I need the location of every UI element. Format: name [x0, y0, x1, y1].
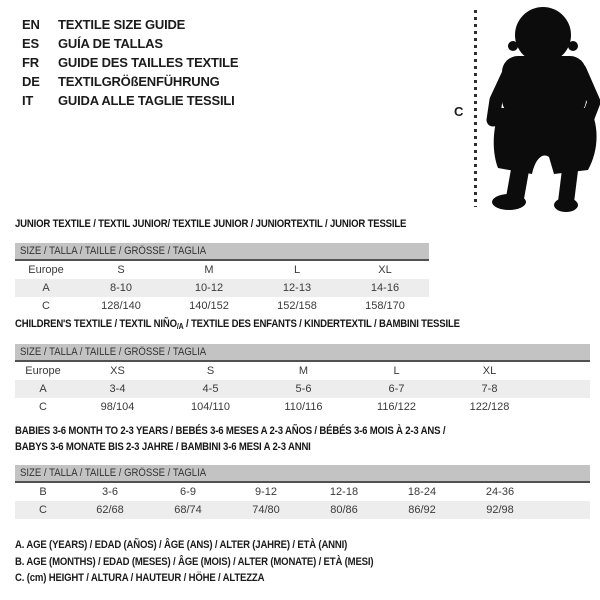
table-cell: S — [206, 365, 215, 377]
language-code: IT — [22, 93, 34, 108]
table-cell: 152/158 — [277, 300, 317, 312]
language-row-de — [22, 72, 238, 91]
table-cell: 116/122 — [377, 401, 416, 413]
table-row-height — [15, 398, 590, 416]
row-label-cell: Europe — [28, 264, 64, 276]
language-row-it — [22, 91, 238, 110]
size-table-header-cell — [15, 344, 590, 361]
language-title: GUÍA DE TALLAS — [58, 36, 163, 51]
table-cell: 3-4 — [109, 383, 126, 395]
table-cell: 104/110 — [191, 401, 230, 413]
measure-legend — [15, 537, 427, 587]
table-cell: L — [393, 365, 400, 377]
table-cell: 6-9 — [180, 486, 196, 498]
table-cell: 68/74 — [174, 504, 202, 516]
table-cell: 10-12 — [194, 282, 224, 294]
table-row-height — [15, 501, 590, 519]
table-cell: 128/140 — [101, 300, 141, 312]
spacer-cell — [536, 361, 590, 380]
language-code: EN — [22, 17, 40, 32]
table-cell: 4-5 — [202, 383, 219, 395]
table-cell: 8-10 — [109, 282, 133, 294]
height-measure-figure — [450, 4, 600, 212]
language-code: DE — [22, 74, 40, 89]
table-cell: 158/170 — [365, 300, 405, 312]
table-cell: 5-6 — [295, 383, 312, 395]
language-row-fr — [22, 53, 238, 72]
children-section-title — [15, 316, 526, 335]
language-row-en — [22, 15, 238, 34]
table-cell: 98/104 — [100, 401, 135, 413]
children-title-sub: /A — [176, 322, 184, 331]
table-cell: L — [293, 264, 301, 276]
table-row-europe — [15, 361, 590, 380]
table-cell: 122/128 — [469, 401, 510, 413]
row-label-cell: B — [39, 486, 47, 498]
language-row-es — [22, 34, 238, 53]
table-cell: XL — [482, 365, 497, 377]
table-cell: 80/86 — [330, 504, 358, 516]
table-cell: M — [204, 264, 214, 276]
table-cell: XL — [378, 264, 392, 276]
height-dashed-line-icon — [474, 10, 477, 207]
spacer-cell — [536, 398, 590, 416]
table-cell: S — [117, 264, 125, 276]
table-cell: 86/92 — [408, 504, 436, 516]
junior-section-title — [15, 216, 465, 232]
table-header-row — [15, 344, 590, 361]
table-header-row — [15, 465, 590, 482]
legend-line-b — [15, 554, 427, 571]
legend-line-a — [15, 537, 427, 554]
table-row-age — [15, 279, 429, 297]
spacer-cell — [539, 482, 590, 501]
height-measure-label: C — [454, 104, 464, 119]
language-code: FR — [22, 55, 39, 70]
size-table-header-cell — [15, 243, 429, 260]
table-cell: 9-12 — [254, 486, 278, 498]
table-header-row — [15, 243, 429, 260]
children-size-table — [15, 344, 590, 416]
table-cell: XS — [110, 365, 125, 377]
table-cell: 14-16 — [370, 282, 400, 294]
table-row-height — [15, 297, 429, 315]
babies-section-title-line1: BABIES 3-6 MONTH TO 2-3 YEARS / BEBÉS 3-6 MESES A 2-3 AÑOS / BÉBÉS 3-6 MOIS À 2-3 ANS / — [15, 425, 446, 437]
language-code: ES — [22, 36, 39, 51]
babies-section-title-line2: BABYS 3-6 MONATE BIS 2-3 JAHRE / BAMBINI 3-6 MESI A 2-3 ANNI — [15, 441, 311, 453]
table-cell: 140/152 — [189, 300, 229, 312]
size-table-header-text: SIZE / TALLA / TAILLE / GRÖSSE / TAGLIA — [20, 245, 207, 257]
toddler-silhouette-icon — [482, 4, 600, 212]
table-cell: 6-7 — [388, 383, 405, 395]
row-label-cell: A — [39, 383, 47, 395]
table-cell: 62/68 — [96, 504, 124, 516]
row-label-cell: C — [39, 504, 47, 516]
row-label-cell: A — [42, 282, 50, 294]
size-table-header-text: SIZE / TALLA / TAILLE / GRÖSSE / TAGLIA — [20, 467, 207, 479]
children-section-title-text — [15, 316, 460, 335]
legend-line-c — [15, 570, 427, 587]
children-title-post: / TEXTILE DES ENFANTS / KINDERTEXTIL / BAMBINI TESSILE — [183, 318, 460, 330]
spacer-cell — [536, 380, 590, 398]
table-row-months — [15, 482, 590, 501]
size-table-header-cell — [15, 465, 590, 482]
language-title: TEXTILGRÖßENFÜHRUNG — [58, 74, 220, 89]
table-cell: 12-18 — [329, 486, 359, 498]
legend-line-c-text: C. (cm) HEIGHT / ALTURA / HAUTEUR / HÖHE / ALTEZZA — [15, 572, 265, 584]
table-cell: 12-13 — [282, 282, 312, 294]
language-title: GUIDE DES TAILLES TEXTILE — [58, 55, 239, 70]
row-label-cell: Europe — [25, 365, 61, 377]
language-title: TEXTILE SIZE GUIDE — [58, 17, 186, 32]
table-cell: 74/80 — [252, 504, 280, 516]
table-cell: 18-24 — [407, 486, 437, 498]
table-cell: M — [298, 365, 309, 377]
language-title-list — [22, 15, 238, 110]
table-cell: 3-6 — [102, 486, 118, 498]
row-label-cell: C — [42, 300, 50, 312]
children-title-pre: CHILDREN'S TEXTILE / TEXTIL NIÑO — [15, 318, 177, 330]
size-table-header-text: SIZE / TALLA / TAILLE / GRÖSSE / TAGLIA — [20, 346, 207, 358]
babies-section-title — [15, 423, 510, 455]
junior-section-title-text: JUNIOR TEXTILE / TEXTIL JUNIOR/ TEXTILE JUNIOR / JUNIORTEXTIL / JUNIOR TESSILE — [15, 218, 407, 230]
junior-size-table — [15, 243, 429, 315]
table-cell: 7-8 — [481, 383, 498, 395]
table-row-age — [15, 380, 590, 398]
language-title: GUIDA ALLE TAGLIE TESSILI — [58, 93, 235, 108]
table-cell: 92/98 — [486, 504, 514, 516]
table-cell: 24-36 — [485, 486, 515, 498]
table-row-europe — [15, 260, 429, 279]
legend-line-b-text: B. AGE (MONTHS) / EDAD (MESES) / ÂGE (MOIS) / ALTER (MONATE) / ETÀ (MESI) — [15, 555, 374, 568]
row-label-cell: C — [39, 401, 47, 413]
spacer-cell — [539, 501, 590, 519]
table-cell: 110/116 — [284, 401, 323, 413]
legend-line-a-text: A. AGE (YEARS) / EDAD (AÑOS) / ÂGE (ANS) / ALTER (JAHRE) / ETÀ (ANNI) — [15, 539, 348, 551]
babies-size-table — [15, 465, 590, 519]
